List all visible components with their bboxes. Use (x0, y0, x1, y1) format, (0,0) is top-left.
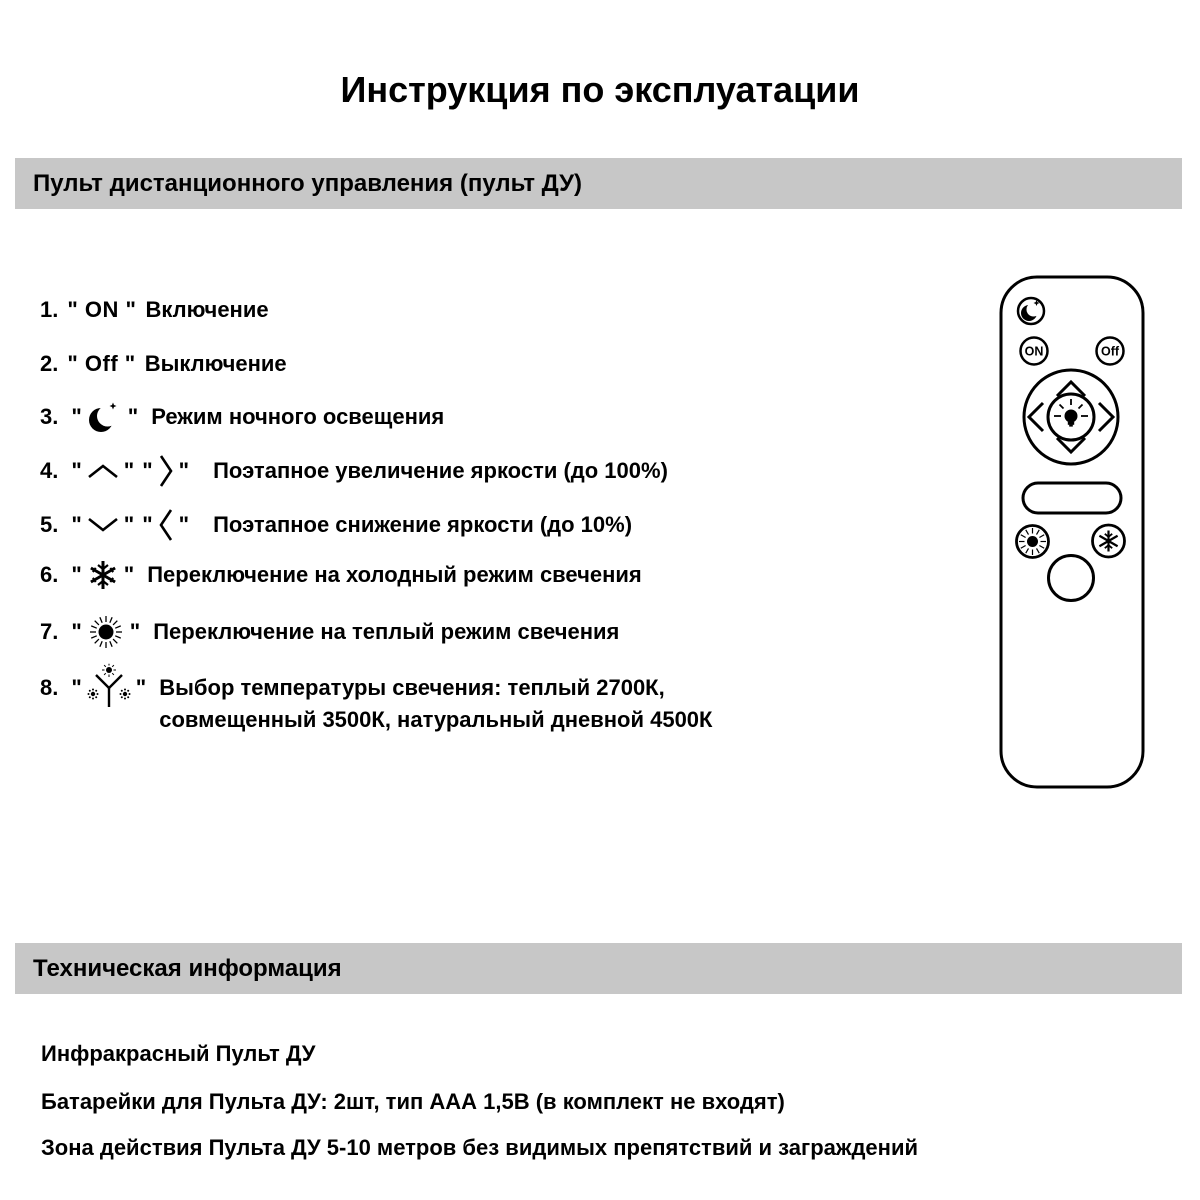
item-number: 4. (40, 458, 59, 483)
chevron-left-icon (157, 506, 175, 544)
list-item-warm-mode (40, 612, 619, 652)
tech-info-line: Батарейки для Пульта ДУ: 2шт, тип ААА 1,5В (в комплект не входят) (41, 1089, 785, 1114)
moon-star-icon (86, 398, 124, 436)
quote-mark: " (135, 675, 147, 700)
snowflake-icon (86, 558, 120, 592)
item-text: Поэтапное снижение яркости (до 10%) (213, 512, 633, 537)
tech-info-line: Инфракрасный Пульт ДУ (41, 1041, 316, 1066)
item-number: 1. (40, 297, 59, 322)
quote-mark: " (71, 562, 82, 587)
item-text: Переключение на теплый режим свечения (153, 619, 620, 644)
list-item-temperature-select (40, 663, 712, 736)
remote-control-illustration (995, 270, 1150, 795)
chevron-right-icon (157, 452, 175, 490)
remote-on-button-label: ON (1024, 344, 1044, 359)
on-button-label: " ON " (67, 297, 137, 322)
item-text: Режим ночного освещения (151, 404, 445, 429)
item-number: 7. (40, 619, 59, 644)
item-text: Включение (145, 297, 269, 322)
item-text-line2: совмещенный 3500К, натуральный дневной 4500К (159, 707, 713, 732)
item-text-line1: Выбор температуры свечения: теплый 2700К, (159, 675, 665, 700)
quote-mark: " (71, 404, 82, 429)
section-header-remote-label: Пульт дистанционного управления (пульт ДУ) (33, 169, 582, 197)
quote-mark: " (129, 619, 141, 644)
page-title: Инструкция по эксплуатации (340, 69, 860, 110)
quote-mark: " (123, 512, 135, 537)
quote-mark: " (127, 404, 139, 429)
remote-off-button-label: Off (1100, 344, 1120, 359)
item-number: 3. (40, 404, 59, 429)
section-header-tech-label: Техническая информация (33, 954, 342, 982)
item-text: Переключение на холодный режим свечения (147, 562, 642, 587)
quote-mark: " (123, 562, 135, 587)
quote-mark: " (71, 619, 82, 644)
quote-mark: " (142, 512, 153, 537)
item-number: 6. (40, 562, 59, 587)
quote-mark: " (71, 512, 82, 537)
quote-mark: " (123, 458, 135, 483)
sun-icon (86, 612, 126, 652)
off-button-label: " Off " (67, 351, 136, 376)
quote-mark: " (71, 458, 82, 483)
list-item-night-mode (40, 398, 444, 436)
list-item-brightness-down (40, 506, 632, 544)
item-text: Поэтапное увеличение яркости (до 100%) (213, 458, 668, 483)
list-item-cold-mode (40, 558, 642, 592)
sun-icon (1027, 536, 1038, 547)
section-header-tech (15, 943, 1182, 994)
item-number: 8. (40, 675, 59, 700)
list-item-brightness-up (40, 452, 668, 490)
chevron-down-icon (86, 516, 120, 534)
list-item-on (40, 294, 269, 326)
quote-mark: " (178, 458, 190, 483)
quote-mark: " (142, 458, 153, 483)
remote-warm-button (1017, 526, 1049, 558)
item-prefix (40, 663, 150, 713)
quote-mark: " (178, 512, 190, 537)
list-item-off (40, 348, 287, 380)
section-header-remote (15, 158, 1182, 209)
temperature-select-icon (86, 663, 132, 713)
quote-mark: " (71, 675, 82, 700)
item-number: 2. (40, 351, 59, 376)
tech-info-line: Зона действия Пульта ДУ 5-10 метров без видимых препятствий и заграждений (41, 1135, 919, 1160)
item-text: Выключение (144, 351, 287, 376)
item-text-block (159, 672, 712, 736)
item-number: 5. (40, 512, 59, 537)
chevron-up-icon (86, 462, 120, 480)
